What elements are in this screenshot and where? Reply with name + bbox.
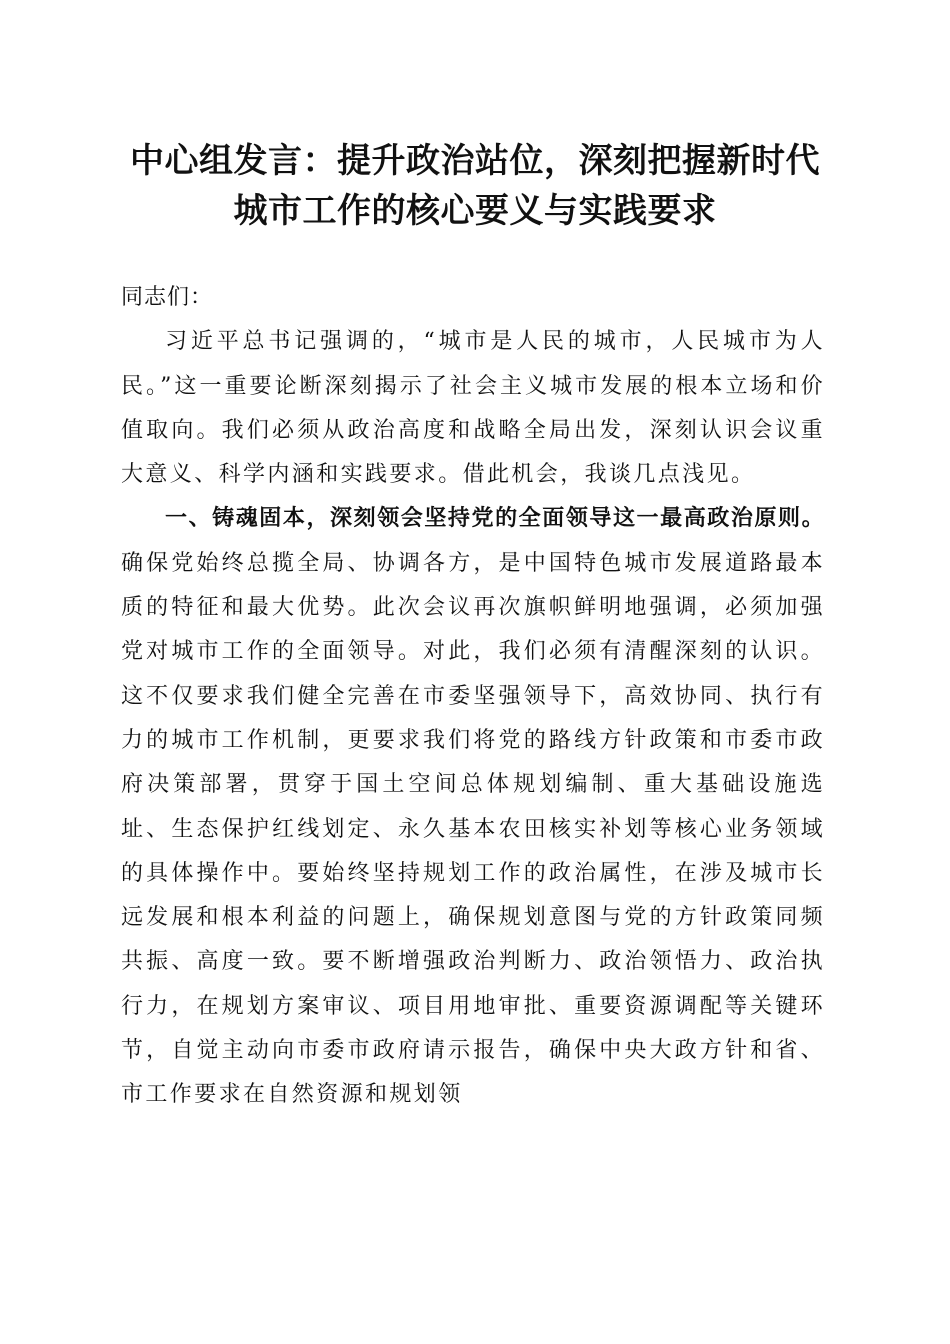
- paragraph-intro: 习近平总书记强调的，“城市是人民的城市，人民城市为人民。”这一重要论断深刻揭示了社会主义城市发展的根本立场和价值取向。我们必须从政治高度和战略全局出发，深刻认识会议重大意义、科学内涵和实践要求。借此机会，我谈几点浅见。: [121, 329, 825, 488]
- greeting: 同志们：: [121, 285, 214, 310]
- section-1-paragraph: [121, 497, 825, 1117]
- section-1-text: 确保党始终总揽全局、协调各方，是中国特色城市发展道路最本质的特征和最大优势。此次会议再次旗帜鲜明地强调，必须加强党对城市工作的全面领导。对此，我们必须有清醒深刻的认识。这不仅要求我们健全完善在市委坚强领导下，高效协同、执行有力的城市工作机制，更要求我们将党的路线方针政策和市委市政府决策部署，贯穿于国土空间总体规划编制、重大基础设施选址、生态保护红线划定、永久基本农田核实补划等核心业务领域的具体操作中。要始终坚持规划工作的政治属性，在涉及城市长远发展和根本利益的问题上，确保规划意图与党的方针政策同频共振、高度一致。要不断增强政治判断力、政治领悟力、政治执行力，在规划方案审议、项目用地审批、重要资源调配等关键环节，自觉主动向市委市政府请示报告，确保中央大政方针和省、市工作要求在自然资源和规划领: [121, 550, 825, 1108]
- document-body: [121, 276, 825, 1118]
- section-1-heading: 一、铸魂固本，深刻领会坚持党的全面领导这一最高政治原则。: [165, 506, 825, 532]
- document-title: [110, 136, 840, 236]
- title-line-1: 中心组发言：提升政治站位，深刻把握新时代: [130, 141, 820, 181]
- title-line-2: 城市工作的核心要义与实践要求: [233, 191, 717, 231]
